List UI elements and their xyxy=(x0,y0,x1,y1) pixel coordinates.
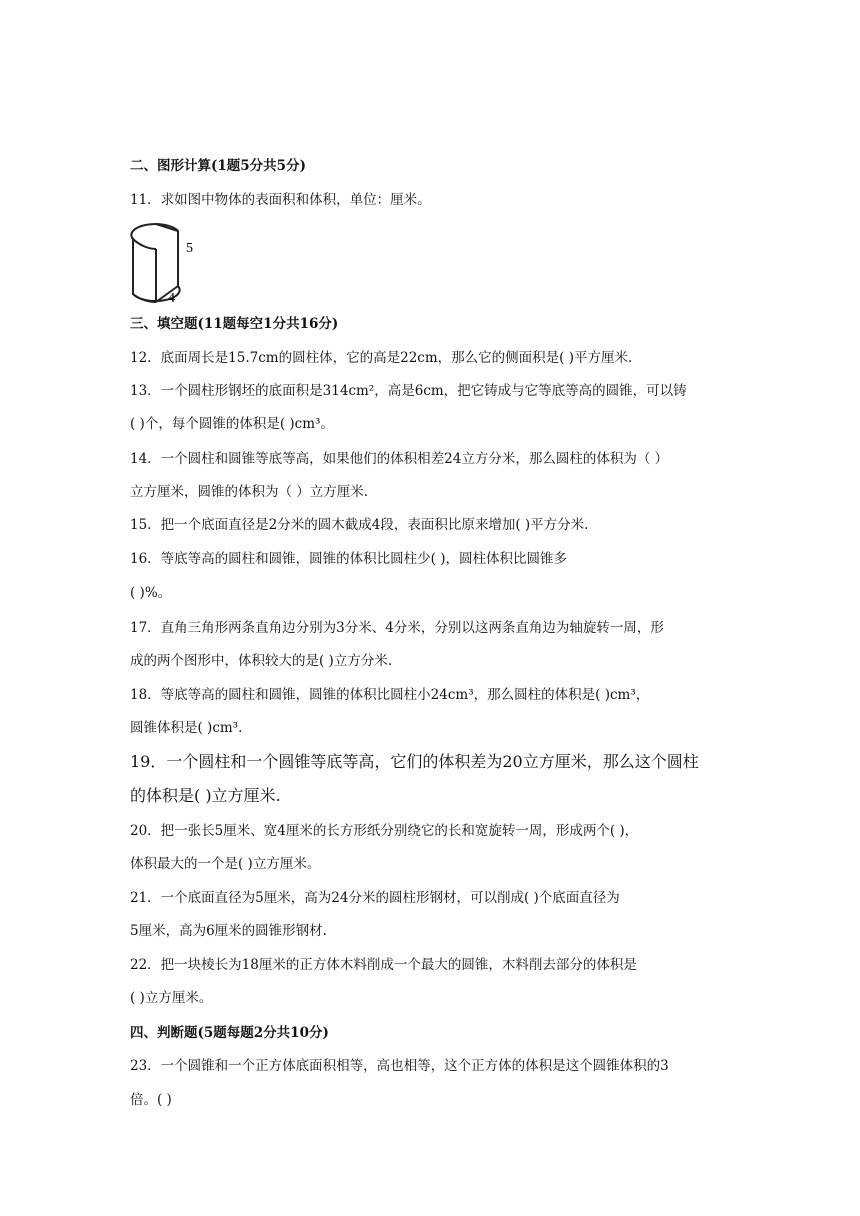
question-17-line2: 成的两个图形中，体积较大的是( )立方分米. xyxy=(130,653,393,669)
question-21-line2: 5厘米，高为6厘米的圆锥形钢材. xyxy=(130,923,327,939)
question-22-line2: ( )立方厘米。 xyxy=(130,990,213,1006)
question-11-text: 11．求如图中物体的表面积和体积，单位：厘米。 xyxy=(130,192,431,208)
question-14-line1: 14．一个圆柱和圆锥等底等高，如果他们的体积相差24立方分米，那么圆柱的体积为（ ） xyxy=(130,451,669,467)
height-label: 5 xyxy=(186,241,193,256)
section-3-title: 三、填空题(11题每空1分共16分) xyxy=(130,316,339,332)
question-23-line1: 23．一个圆锥和一个正方体底面积相等，高也相等，这个正方体的体积是这个圆锥体积的3 xyxy=(130,1058,669,1074)
section-4-title: 四、判断题(5题每题2分共10分) xyxy=(130,1025,329,1041)
question-13-line2: ( )个，每个圆锥的体积是( )cm³。 xyxy=(130,416,334,432)
question-16-line1: 16．等底等高的圆柱和圆锥，圆锥的体积比圆柱少( )，圆柱体积比圆锥多 xyxy=(130,551,568,567)
question-12: 12．底面周长是15.7cm的圆柱体，它的高是22cm，那么它的侧面积是( )平方厘米. xyxy=(130,350,633,366)
section-2-title: 二、图形计算(1题5分共5分) xyxy=(130,158,306,174)
question-18-line1: 18．等底等高的圆柱和圆锥，圆锥的体积比圆柱小24cm³，那么圆柱的体积是( )cm³， xyxy=(130,687,650,703)
question-15: 15．把一个底面直径是2分米的圆木截成4段，表面积比原来增加( )平方分米. xyxy=(130,517,589,533)
question-20-line1: 20．把一张长5厘米、宽4厘米的长方形纸分别绕它的长和宽旋转一周，形成两个( )， xyxy=(130,823,639,839)
question-20-line2: 体积最大的一个是( )立方厘米。 xyxy=(130,856,321,872)
question-13-line1: 13．一个圆柱形钢坯的底面积是314cm²，高是6cm，把它铸成与它等底等高的圆锥，可以铸 xyxy=(130,383,687,399)
width-label: 4 xyxy=(168,291,175,304)
question-17-line1: 17．直角三角形两条直角边分别为3分米、4分米，分别以这两条直角边为轴旋转一周，形 xyxy=(130,620,664,636)
question-22-line1: 22．把一块棱长为18厘米的正方体木料削成一个最大的圆锥，木料削去部分的体积是 xyxy=(130,957,637,973)
question-23-line2: 倍。( ) xyxy=(130,1092,172,1108)
question-21-line1: 21．一个底面直径为5厘米，高为24分米的圆柱形钢材，可以削成( )个底面直径为 xyxy=(130,890,620,906)
question-14-line2: 立方厘米，圆锥的体积为（ ）立方厘米. xyxy=(130,484,369,500)
question-18-line2: 圆锥体积是( )cm³. xyxy=(130,720,243,736)
question-19-line2: 的体积是( )立方厘米. xyxy=(130,786,281,805)
question-16-line2: ( )%。 xyxy=(130,585,172,601)
question-19-line1: 19．一个圆柱和一个圆锥等底等高，它们的体积差为20立方厘米，那么这个圆柱 xyxy=(130,752,699,771)
half-cylinder-figure xyxy=(128,222,200,304)
